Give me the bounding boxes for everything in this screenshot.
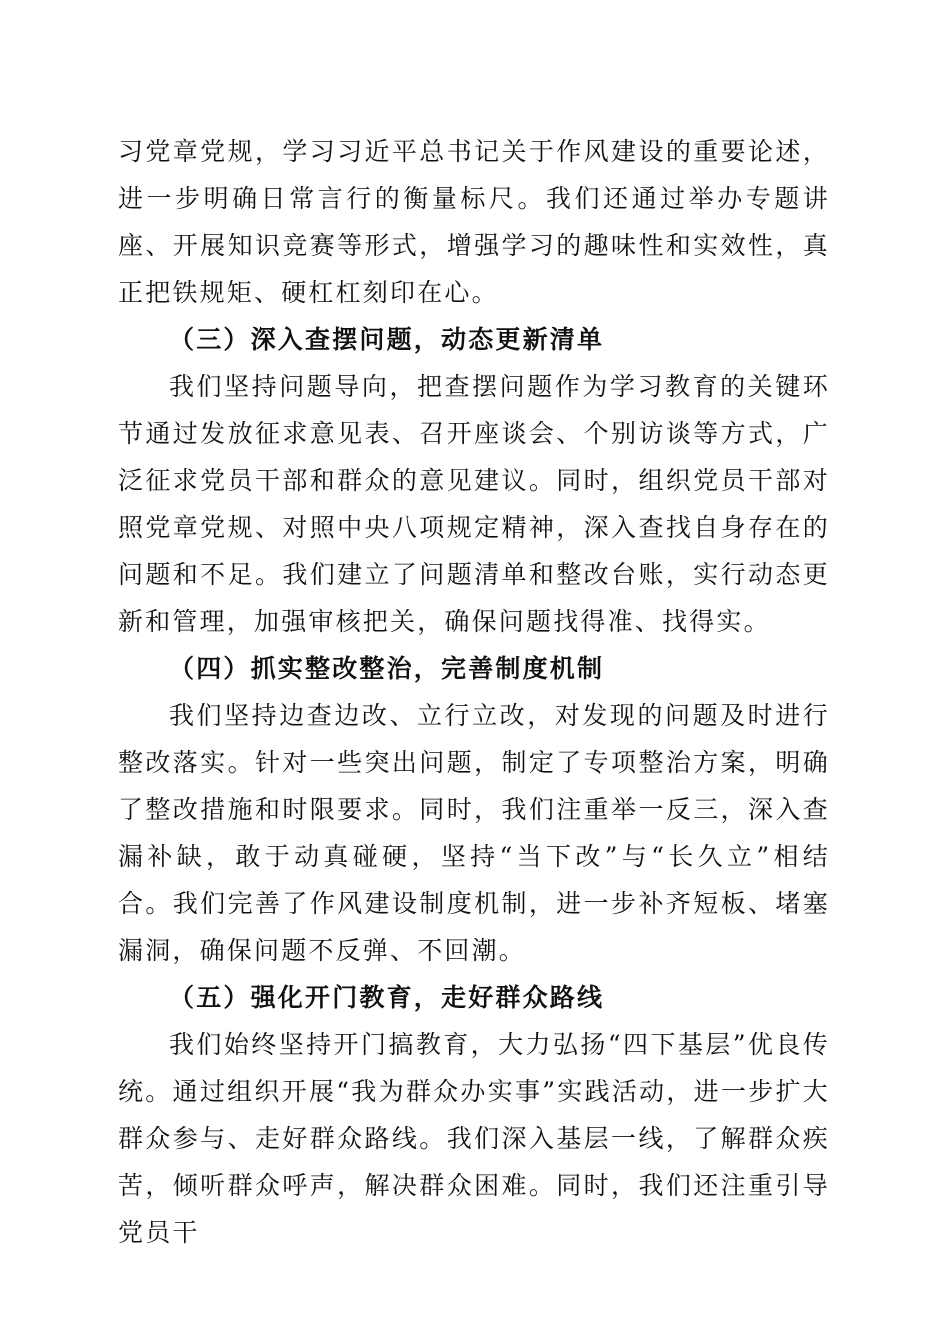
paragraph-rectification: 我们坚持边查边改、立行立改，对发现的问题及时进行整改落实。针对一些突出问题，制定了专项整治方案，明确了整改措施和时限要求。同时，我们注重举一反三，深入查漏补缺，敢于动真碰硬，坚持“当下改”与“长久立”相结合。我们完善了作风建设制度机制，进一步补齐短板、堵塞漏洞，确保问题不反弹、不回潮。: [118, 701, 830, 965]
paragraph-problem-finding: 我们坚持问题导向，把查摆问题作为学习教育的关键环节通过发放征求意见表、召开座谈会、个别访谈等方式，广泛征求党员干部和群众的意见建议。同时，组织党员干部对照党章党规、对照中央八项规定精神，深入查找自身存在的问题和不足。我们建立了问题清单和整改台账，实行动态更新和管理，加强审核把关，确保问题找得准、找得实。: [118, 372, 830, 636]
section-heading-5: （五）强化开门教育，走好群众路线: [169, 983, 605, 1012]
paragraph-study-continued: 习党章党规，学习习近平总书记关于作风建设的重要论述，进一步明确日常言行的衡量标尺。我们还通过举办专题讲座、开展知识竞赛等形式，增强学习的趣味性和实效性，真正把铁规矩、硬杠杠刻印在心。: [118, 137, 830, 307]
document-body: [118, 128, 830, 1256]
section-heading-3: （三）深入查摆问题，动态更新清单: [169, 325, 605, 354]
paragraph-open-education: 我们始终坚持开门搞教育，大力弘扬“四下基层”优良传统。通过组织开展“我为群众办实事”实践活动，进一步扩大群众参与、走好群众路线。我们深入基层一线，了解群众疾苦，倾听群众呼声，解决群众困难。同时，我们还注重引导党员干: [118, 1030, 830, 1247]
section-heading-4: （四）抓实整改整治，完善制度机制: [169, 654, 605, 683]
